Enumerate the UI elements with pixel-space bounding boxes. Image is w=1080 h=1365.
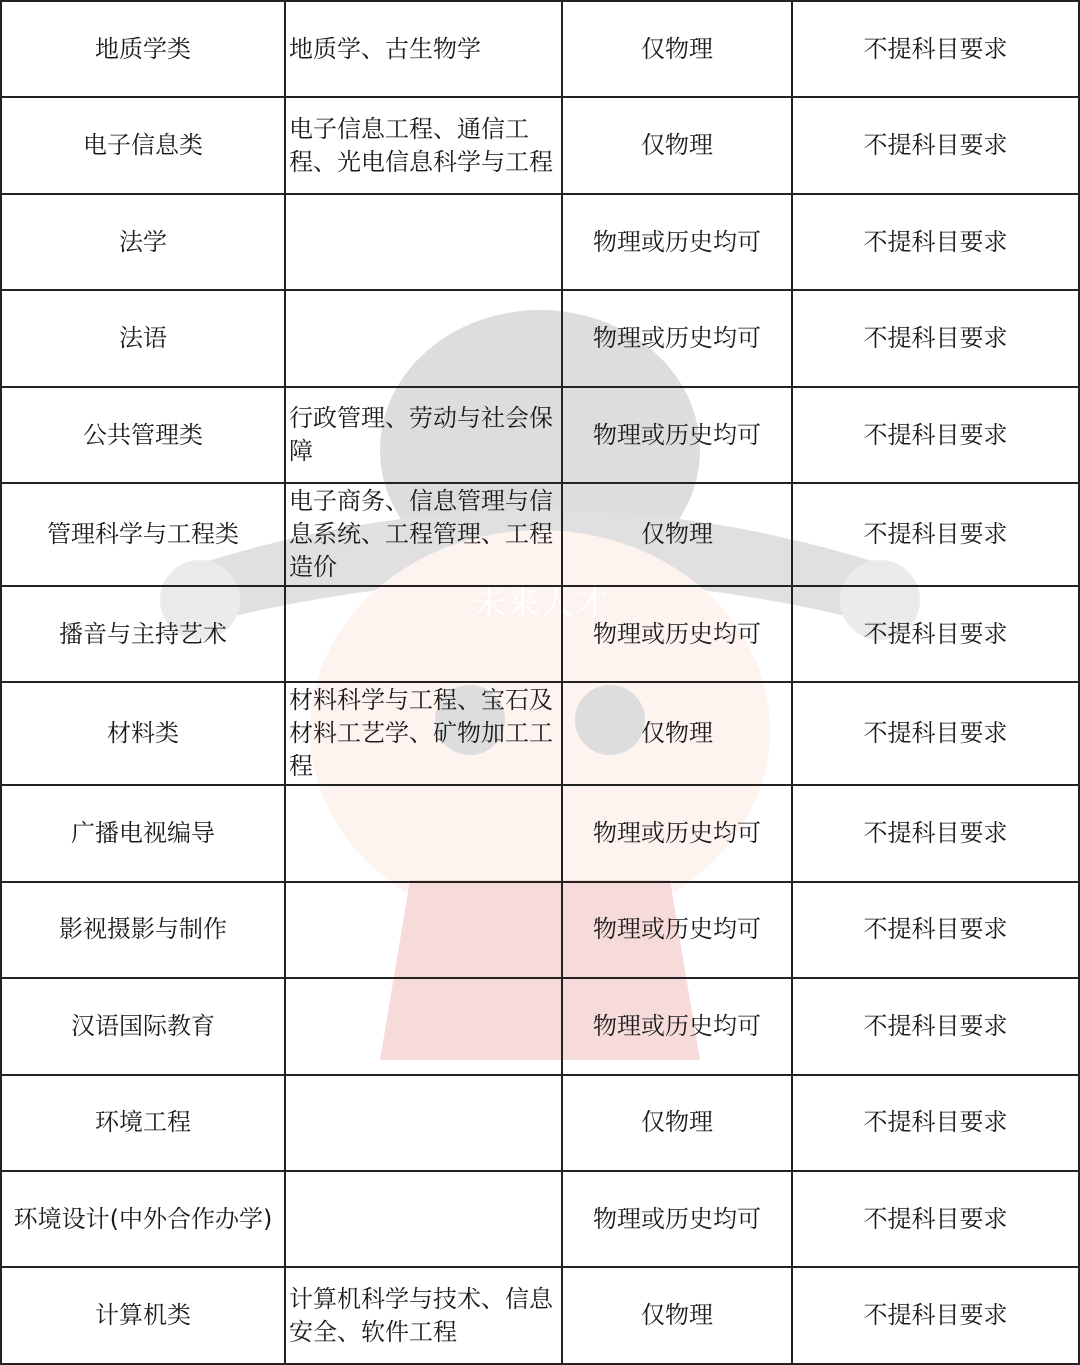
sub-majors-cell (285, 882, 562, 978)
subject-requirement-cell: 物理或历史均可 (562, 290, 792, 386)
subject-requirement-cell: 仅物理 (562, 1075, 792, 1171)
other-requirement-cell: 不提科目要求 (792, 882, 1079, 978)
subject-requirement-cell: 物理或历史均可 (562, 194, 792, 290)
major-cell: 管理科学与工程类 (1, 483, 285, 586)
table-row (1, 785, 1079, 881)
subject-requirement-cell: 仅物理 (562, 1267, 792, 1364)
table-row (1, 290, 1079, 386)
sub-majors-cell (285, 194, 562, 290)
major-cell: 环境设计(中外合作办学) (1, 1171, 285, 1267)
subject-requirement-cell: 物理或历史均可 (562, 882, 792, 978)
subject-requirement-cell: 物理或历史均可 (562, 978, 792, 1074)
subject-requirement-cell: 仅物理 (562, 1, 792, 97)
subject-requirement-cell: 仅物理 (562, 682, 792, 785)
other-requirement-cell: 不提科目要求 (792, 586, 1079, 682)
table-row (1, 586, 1079, 682)
subject-requirement-cell: 物理或历史均可 (562, 785, 792, 881)
subject-requirement-cell: 仅物理 (562, 97, 792, 193)
other-requirement-cell: 不提科目要求 (792, 387, 1079, 483)
table-row (1, 1, 1079, 97)
table-row (1, 682, 1079, 785)
other-requirement-cell: 不提科目要求 (792, 1, 1079, 97)
table-row (1, 1075, 1079, 1171)
sub-majors-cell (285, 785, 562, 881)
sub-majors-cell (285, 586, 562, 682)
subject-requirement-cell: 仅物理 (562, 483, 792, 586)
major-cell: 公共管理类 (1, 387, 285, 483)
table-row (1, 1267, 1079, 1364)
table-row (1, 194, 1079, 290)
sub-majors-cell: 行政管理、劳动与社会保障 (285, 387, 562, 483)
sub-majors-cell: 计算机科学与技术、信息安全、软件工程 (285, 1267, 562, 1364)
major-cell: 播音与主持艺术 (1, 586, 285, 682)
sub-majors-cell (285, 978, 562, 1074)
sub-majors-cell: 地质学、古生物学 (285, 1, 562, 97)
major-cell: 环境工程 (1, 1075, 285, 1171)
table-row (1, 1171, 1079, 1267)
other-requirement-cell: 不提科目要求 (792, 1267, 1079, 1364)
major-cell: 电子信息类 (1, 97, 285, 193)
major-cell: 影视摄影与制作 (1, 882, 285, 978)
major-cell: 计算机类 (1, 1267, 285, 1364)
sub-majors-cell (285, 1171, 562, 1267)
other-requirement-cell: 不提科目要求 (792, 290, 1079, 386)
other-requirement-cell: 不提科目要求 (792, 978, 1079, 1074)
other-requirement-cell: 不提科目要求 (792, 97, 1079, 193)
sub-majors-cell: 材料科学与工程、宝石及材料工艺学、矿物加工工程 (285, 682, 562, 785)
other-requirement-cell: 不提科目要求 (792, 483, 1079, 586)
table-row (1, 387, 1079, 483)
major-cell: 法学 (1, 194, 285, 290)
other-requirement-cell: 不提科目要求 (792, 682, 1079, 785)
table-row (1, 882, 1079, 978)
other-requirement-cell: 不提科目要求 (792, 1075, 1079, 1171)
other-requirement-cell: 不提科目要求 (792, 1171, 1079, 1267)
watermark-text: 未来人才 (472, 585, 608, 623)
subject-requirement-cell: 物理或历史均可 (562, 586, 792, 682)
sub-majors-cell (285, 290, 562, 386)
major-cell: 法语 (1, 290, 285, 386)
table-row (1, 483, 1079, 586)
sub-majors-cell: 电子信息工程、通信工程、光电信息科学与工程 (285, 97, 562, 193)
table-row (1, 97, 1079, 193)
sub-majors-cell (285, 1075, 562, 1171)
subject-requirement-cell: 物理或历史均可 (562, 387, 792, 483)
major-cell: 汉语国际教育 (1, 978, 285, 1074)
major-cell: 广播电视编导 (1, 785, 285, 881)
major-cell: 地质学类 (1, 1, 285, 97)
other-requirement-cell: 不提科目要求 (792, 194, 1079, 290)
sub-majors-cell: 电子商务、信息管理与信息系统、工程管理、工程造价 (285, 483, 562, 586)
subject-requirement-cell: 物理或历史均可 (562, 1171, 792, 1267)
other-requirement-cell: 不提科目要求 (792, 785, 1079, 881)
table-body (1, 1, 1079, 1364)
major-cell: 材料类 (1, 682, 285, 785)
table-row (1, 978, 1079, 1074)
